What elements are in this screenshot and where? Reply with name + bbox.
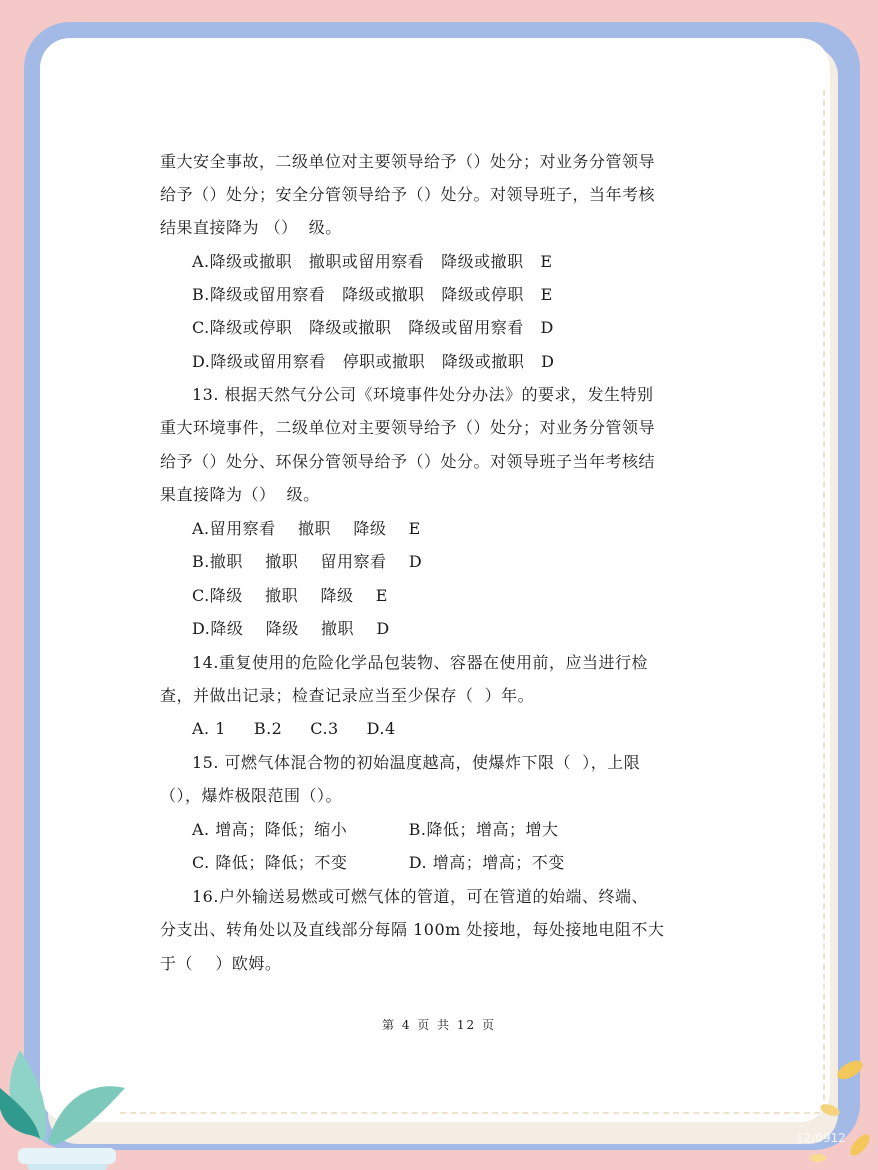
- text-line: 查，并做出记录；检查记录应当至少保存（ ）年。: [160, 686, 535, 705]
- option-line: D.降级 降级 撤职 D: [192, 619, 390, 638]
- question-16: 16.户外输送易燃或可燃气体的管道，可在管道的始端、终端、: [192, 887, 648, 906]
- option-line: C. 降低；降低；不变 D. 增高；增高；不变: [192, 853, 565, 872]
- question-14: 14.重复使用的危险化学品包装物、容器在使用前，应当进行检: [192, 653, 648, 672]
- option-line: A. 增高；降低；缩小 B.降低；增高；增大: [192, 820, 559, 839]
- text-line: 给予（）处分、环保分管领导给予（）处分。对领导班子当年考核结: [160, 452, 656, 471]
- option-line: C.降级 撤职 降级 E: [192, 586, 388, 605]
- potted-plant-icon: [0, 1010, 130, 1170]
- option-line: B.降级或留用察看 降级或撤职 降级或停职 E: [192, 285, 553, 304]
- text-line: 结果直接降为 （） 级。: [160, 218, 342, 237]
- page-number-footer: 第 4 页 共 12 页: [382, 1018, 496, 1032]
- text-line: 果直接降为（） 级。: [160, 485, 320, 504]
- watermark: 12/0912: [796, 1131, 846, 1145]
- option-line: C.降级或停职 降级或撤职 降级或留用察看 D: [192, 318, 554, 337]
- text-line: 给予（）处分；安全分管领导给予（）处分。对领导班子，当年考核: [160, 185, 656, 204]
- text-line: 重大安全事故，二级单位对主要领导给予（）处分；对业务分管领导: [160, 152, 656, 171]
- text-line: 于（ ）欧姆。: [160, 954, 282, 973]
- option-line: A.降级或撤职 撤职或留用察看 降级或撤职 E: [192, 252, 553, 271]
- option-line: A. 1 B.2 C.3 D.4: [192, 719, 396, 738]
- question-15: 15. 可燃气体混合物的初始温度越高，使爆炸下限（ ），上限: [192, 753, 641, 772]
- question-13: 13. 根据天然气分公司《环境事件处分办法》的要求，发生特别: [192, 385, 654, 404]
- option-line: A.留用察看 撤职 降级 E: [192, 519, 421, 538]
- option-line: B.撤职 撤职 留用察看 D: [192, 552, 423, 571]
- petals-decoration-icon: [800, 1040, 878, 1170]
- text-line: （），爆炸极限范围（）。: [160, 786, 343, 805]
- option-line: D.降级或留用察看 停职或撤职 降级或撤职 D: [192, 352, 555, 371]
- paper-dashed-edge-bottom: [120, 1112, 820, 1114]
- paper-dashed-edge-right: [823, 90, 825, 1110]
- text-line: 分支出、转角处以及直线部分每隔 100m 处接地，每处接地电阻不大: [160, 920, 665, 939]
- text-line: 重大环境事件，二级单位对主要领导给予（）处分；对业务分管领导: [160, 418, 656, 437]
